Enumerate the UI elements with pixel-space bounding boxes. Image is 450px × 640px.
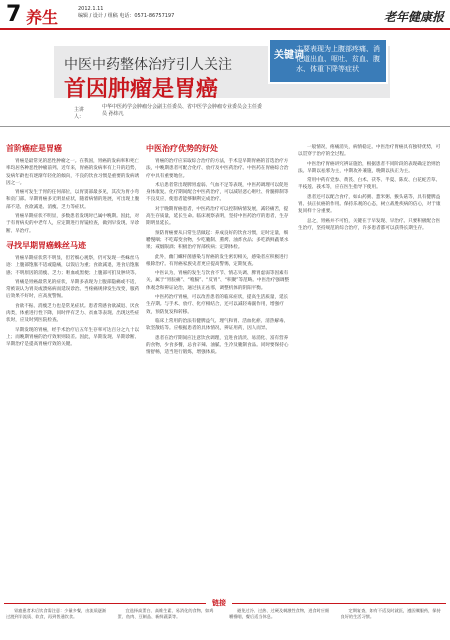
section-heading: 中医治疗优势的好处 (146, 144, 218, 153)
masthead-logo: 老年健康报 (383, 10, 444, 24)
keyword-label: 关键词 (274, 50, 304, 61)
paragraph: 预防胃癌要从日常生活做起：养成良好的饮食习惯，定时定量，细嚼慢咽；不吃霉变食物，少吃腌制、熏烤、油炸食品；多吃新鲜蔬菜水果；戒烟限酒；积极治疗胃部疾病；定期体检。 (146, 230, 289, 251)
paragraph: 胃癌的治疗应采取综合治疗的方法，手术是早期胃癌的首选治疗方法，中晚期患者可配合化疗、放疗及中医药治疗。中医药在胃癌综合治疗中具有重要地位。 (146, 159, 289, 179)
paragraph: 患者在治疗期间应注意饮食调理，宜进食清淡、易消化、富有营养的食物，少食多餐，忌食辛辣、油腻、生冷及腌制食品。同时要保持心情舒畅，适当进行锻炼，增强体质。 (146, 335, 289, 356)
paragraph: 临床上常用的治法有健脾益气、理气和胃、活血化瘀、清热解毒、软坚散结等。应根据患者的具体情况，辨证用药，因人而异。 (146, 318, 289, 332)
paragraph: 胃癌可发生于胃的任何部位，以胃窦部最多见，其次为胃小弯和贲门部。早期胃癌多无明显症状，随着病情的进展，可出现上腹部不适、食欲减退、消瘦、乏力等症状。 (6, 190, 140, 210)
paragraph: 早期发现的胃癌，经手术治疗后五年生存率可达百分之九十以上；而晚期胃癌的治疗效果则较差。因此，早期发现、早期诊断、早期治疗是提高胃癌疗效的关键。 (6, 327, 140, 348)
paragraph: 定期复查，如有不适及时就医，遵医嘱服药，保持良好的生活习惯。 (340, 608, 441, 620)
paragraph: 此外，幽门螺杆菌感染与胃癌的发生密切相关，感染者应积极进行根除治疗。有胃癌家族史者更应提高警惕，定期复查。 (146, 254, 289, 267)
header-meta (78, 6, 174, 20)
column-1 (6, 144, 140, 590)
page-number: 7 (6, 2, 22, 27)
paragraph: 对于晚期胃癌患者，中医药治疗可以控制病情发展，减轻痛苦，提高生存质量，延长生命。临床观察表明，坚持中医药治疗的患者，生存期明显延长。 (146, 206, 289, 227)
paragraph: 胃痛是胃癌最常见的症状，早期多表现为上腹部隐痛或不适，常被误认为胃炎或溃疡病而延误诊治。当疼痛规律发生改变，服药后效果不好时，应高度警惕。 (6, 279, 140, 300)
link-section (6, 608, 444, 621)
paragraph: 避免过冷、过热、过硬及刺激性食物，进食时应细嚼慢咽，餐后适当休息。 (229, 608, 330, 620)
editor-line: 编辑 / 设计 / 组稿 电话：0571-86757197 (78, 13, 175, 19)
link-label: 链接 (206, 598, 232, 608)
column-4 (298, 144, 444, 590)
paragraph: 术后患者常出现脾胃虚弱、气血不足等表现，中医药调理可以促进身体康复。化疗期间配合中医药治疗，可以减轻恶心呕吐、骨髓抑制等不良反应，使患者能够顺利完成治疗。 (146, 182, 289, 203)
column-3 (146, 144, 292, 590)
paragraph: 食欲不振、消瘦乏力也是常见症状。患者常感食欲减退、厌食肉类，体重进行性下降，同时伴有乏力、贫血等表现。出现这些症状时，应及时到医院检查。 (6, 303, 140, 324)
section-heading: 首阶癌症是胃癌 (6, 144, 62, 153)
page-header (0, 0, 450, 30)
paragraph: 宜选择高蛋白、高维生素、易消化的食物，如鸡蛋、鱼肉、豆制品、新鲜蔬菜等。 (117, 608, 214, 620)
paragraph: 一般情况，疼痛消失，病情稳定。中医治疗胃癌具有独特优势，可以贯穿于治疗的全过程。 (298, 145, 441, 158)
issue-date: 2012.1.11 (78, 6, 104, 12)
paragraph: 患者还可以配合食疗，如山药粥、薏米粥、猴头菇等，具有健脾益胃、扶正抗癌的作用。保持乐观的心态，树立战胜疾病的信心，对于康复同样十分重要。 (298, 194, 441, 215)
paragraph: 中医药治疗胃癌，可以改善患者的临床症状，提高生活质量，延长生存期。与手术、放疗、化疗相结合，还可以减轻毒副作用，增强疗效，预防复发和转移。 (146, 295, 289, 315)
paragraph: 中医治疗胃癌讲究辨证施治，根据患者不同阶段的表现确定治则治法。早期以祛邪为主，中期攻补兼施，晚期以扶正为主。 (298, 161, 441, 174)
paragraph: 胃癌早期症状常不明显，但若细心观察，仍可发现一些蛛丝马迹：上腹部饱胀不适或隐痛，以饭后为重；食欲减退，进食后饱胀感；不明原因的消瘦、乏力；呕血或黑便；上腹部可扪及肿块等。 (6, 255, 140, 276)
keyword-box (268, 38, 388, 84)
paragraph: 胃癌患者术后饮食需注意：少量多餐，由流质逐渐过渡到半流质、软食，再到普通饮食。 (6, 608, 107, 620)
paragraph: 常用中药有党参、黄芪、白术、茯苓、半夏、陈皮、白花蛇舌草、半枝莲、莪术等，应在医生指导下使用。 (298, 178, 441, 191)
section-heading: 寻找早期胃癌蛛丝马迹 (6, 240, 86, 250)
speaker-label: 主讲人： (74, 107, 85, 120)
headline-title: 首因肿瘤是胃癌 (64, 77, 219, 102)
keyword-text: 主要表现为上腹部疼痛、消化道出血、呕吐、贫血、腹水、体重下降等症状 (296, 45, 380, 73)
paragraph: 胃癌早期症状不明显，多数患者发现时已属中晚期。因此，对于有胃病史的中老年人，应定期进行胃镜检查，做到早发现、早诊断、早治疗。 (6, 214, 140, 234)
speaker-name: 中华中医药学会肿瘤分会副主任委员、省中医学会肿瘤专业委员会主任委员 孙炜凡 (102, 104, 263, 117)
paragraph: 中医认为，胃癌的发生与饮食不节、情志失调、脾胃虚弱等因素有关，属于“胃脘痛”、“噎膈”、“反胃”、“积聚”等范畴。中医治疗强调整体观念和辨证论治，通过扶正祛邪，调整机体的阴阳平衡。 (146, 271, 290, 291)
section-title: 养生 (26, 8, 59, 27)
paragraph: 胃癌是最常见的恶性肿瘤之一。在我国，胃癌的发病率和死亡率均居各种恶性肿瘤前列。近年来，胃癌的发病率有上升的趋势，发病年龄也有逐渐年轻化的倾向，不良的饮食习惯是重要的发病诱因之一。 (6, 159, 140, 186)
headline-subtitle: 中医中药整体治疗引人关注 (64, 57, 232, 73)
divider (0, 126, 450, 127)
paragraph: 总之，胃癌并不可怕，关键在于早发现、早治疗。只要积极配合医生治疗，坚持规范的综合治疗，许多患者都可以获得长期生存。 (298, 218, 441, 231)
